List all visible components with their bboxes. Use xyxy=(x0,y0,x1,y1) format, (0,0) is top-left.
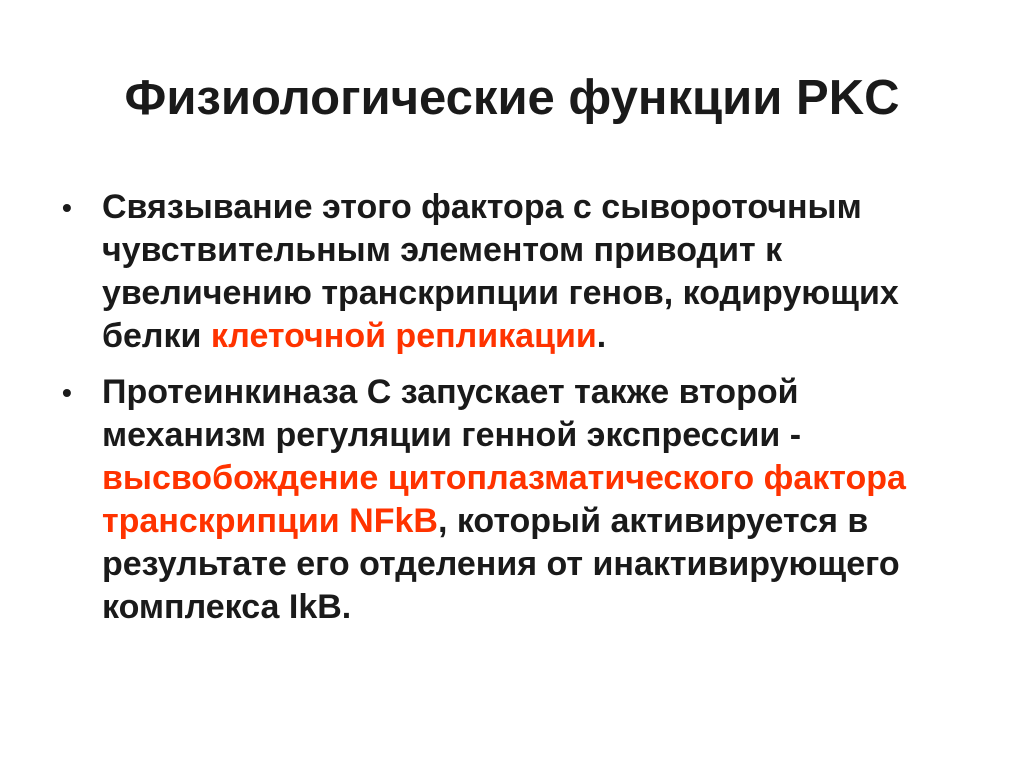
bullet-text-segment: , который активируется в результате его отделения от инактивирующего комплекса IkB. xyxy=(102,502,900,626)
bullet-marker: • xyxy=(62,377,72,408)
bullet-marker: • xyxy=(62,192,72,223)
bullet-list xyxy=(62,186,962,629)
bullet-item xyxy=(62,186,962,358)
bullet-text-segment: . xyxy=(596,317,607,355)
bullet-text-segment: Протеинкиназа С запускает также второй механизм регуляции генной экспрессии - xyxy=(102,373,802,454)
bullet-text xyxy=(102,188,899,355)
bullet-text-segment: Связывание этого фактора с сывороточным чувствительным элементом приводит к увеличению транскрипции генов, кодирующих белки xyxy=(102,188,899,355)
highlighted-term: клеточной репликации xyxy=(210,317,597,355)
slide-title: Физиологические функции PKC xyxy=(124,71,900,125)
bullet-text xyxy=(102,373,906,626)
bullet-item xyxy=(62,371,962,629)
highlighted-term: высвобождение цитоплазматического фактора транскрипции NFkB xyxy=(102,459,906,540)
